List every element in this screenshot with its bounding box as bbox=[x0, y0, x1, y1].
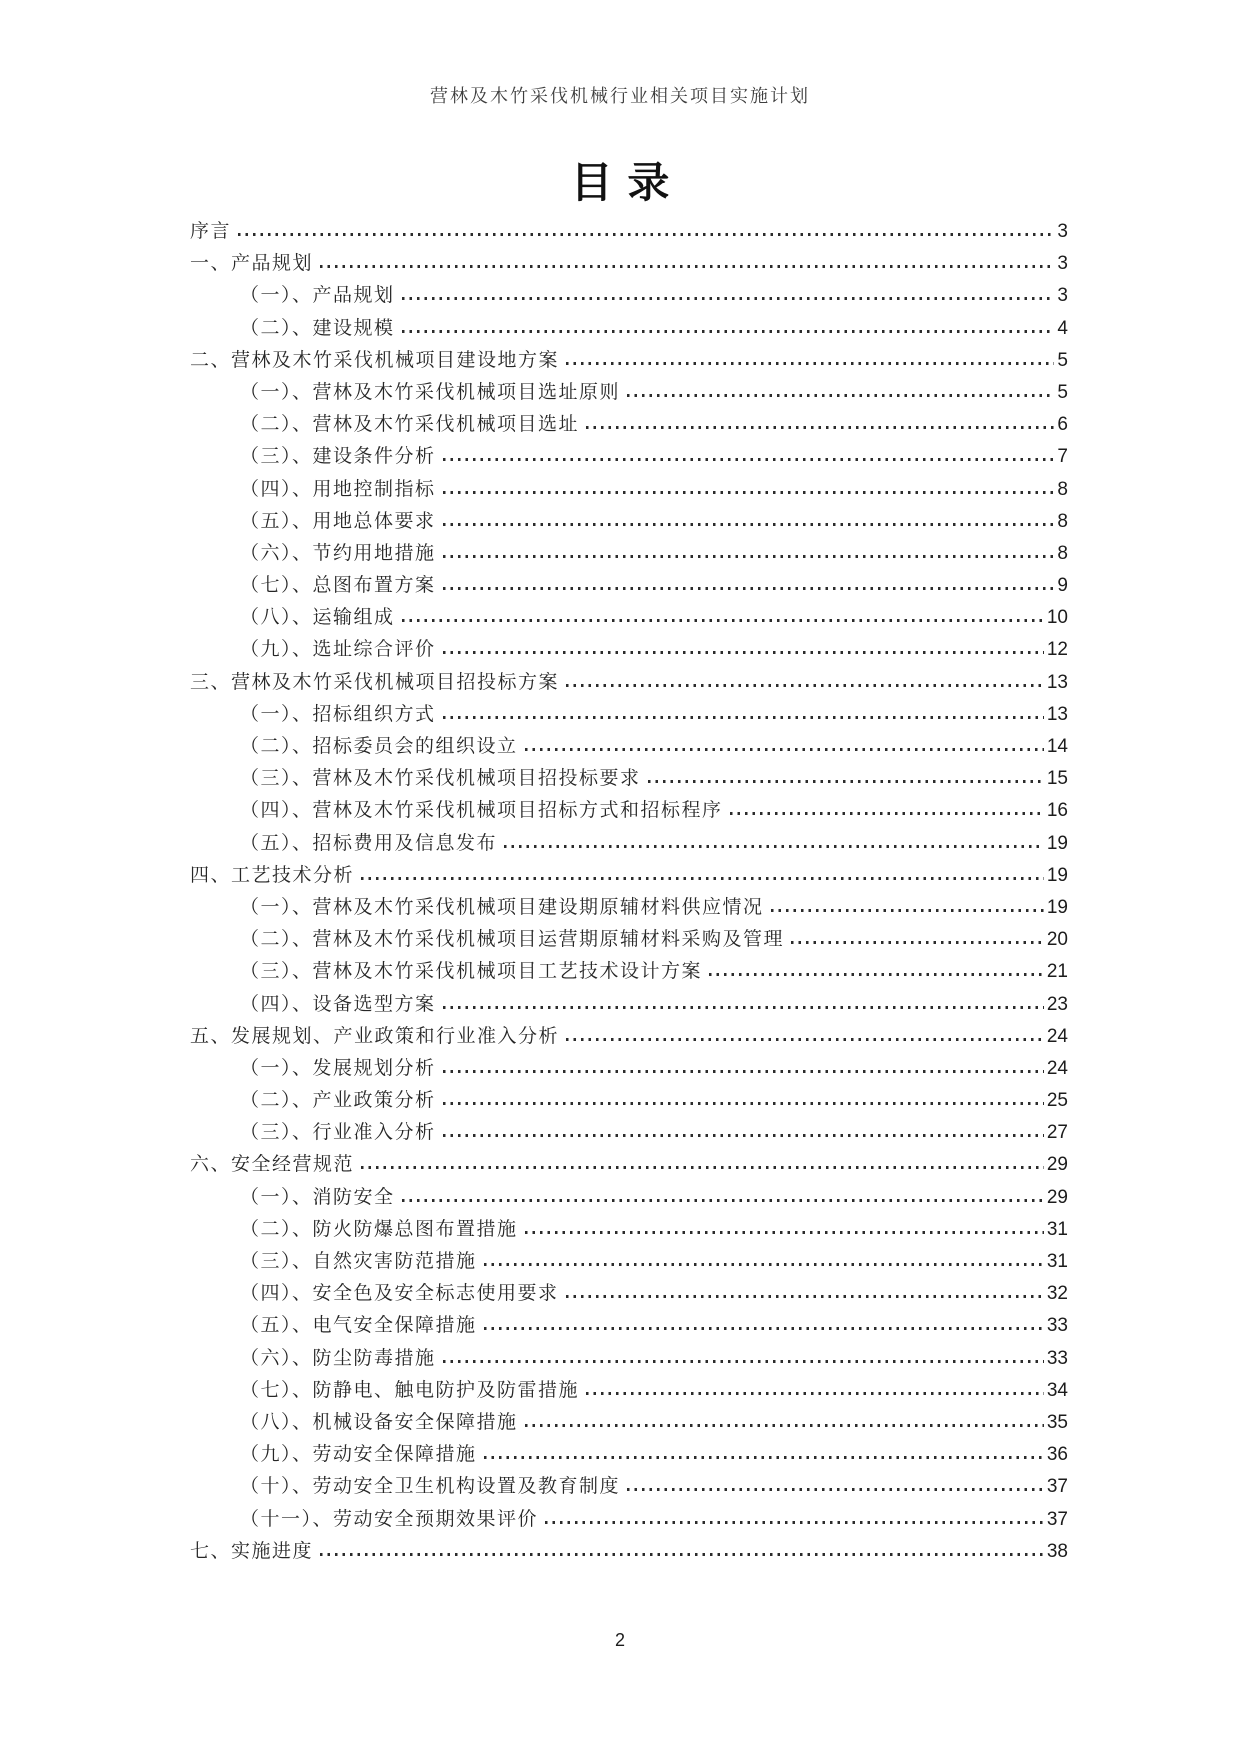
toc-dot-leader bbox=[484, 1456, 1044, 1459]
toc-entry-label: （二）、产业政策分析 bbox=[240, 1090, 436, 1112]
toc-dot-leader bbox=[525, 748, 1044, 751]
toc-entry-label: （八）、机械设备安全保障措施 bbox=[240, 1411, 518, 1433]
toc-entry-page-number: 4 bbox=[1057, 317, 1068, 339]
toc-entry-page-number: 29 bbox=[1046, 1186, 1068, 1208]
toc-entry[interactable] bbox=[190, 1375, 1068, 1407]
toc-dot-leader bbox=[320, 1553, 1044, 1556]
toc-dot-leader bbox=[771, 909, 1044, 912]
toc-dot-leader bbox=[443, 1134, 1044, 1137]
toc-entry[interactable] bbox=[190, 1246, 1068, 1278]
toc-dot-leader bbox=[443, 458, 1055, 461]
toc-dot-leader bbox=[504, 845, 1044, 848]
toc-entry[interactable] bbox=[190, 1310, 1068, 1342]
toc-entry[interactable] bbox=[190, 860, 1068, 892]
toc-entry[interactable] bbox=[190, 248, 1068, 280]
toc-entry-label: 序言 bbox=[190, 221, 232, 242]
toc-entry[interactable] bbox=[190, 538, 1068, 570]
toc-entry[interactable] bbox=[190, 1149, 1068, 1181]
toc-entry-page-number: 5 bbox=[1057, 349, 1068, 371]
toc-entry[interactable] bbox=[190, 1117, 1068, 1149]
toc-entry-page-number: 23 bbox=[1046, 993, 1068, 1015]
toc-dot-leader bbox=[648, 780, 1044, 783]
toc-entry[interactable] bbox=[190, 795, 1068, 827]
toc-entry[interactable] bbox=[190, 699, 1068, 731]
toc-entry-page-number: 38 bbox=[1046, 1540, 1068, 1562]
toc-dot-leader bbox=[238, 233, 1054, 236]
toc-entry-label: （十一）、劳动安全预期效果评价 bbox=[240, 1508, 539, 1530]
toc-dot-leader bbox=[627, 394, 1054, 397]
toc-entry[interactable] bbox=[190, 892, 1068, 924]
toc-entry-label: （一）、营林及木竹采伐机械项目建设期原辅材料供应情况 bbox=[240, 896, 764, 918]
toc-dot-leader bbox=[566, 684, 1044, 687]
toc-entry-page-number: 20 bbox=[1046, 929, 1068, 951]
toc-entry-label: （二）、营林及木竹采伐机械项目选址 bbox=[240, 414, 580, 436]
toc-entry[interactable] bbox=[190, 956, 1068, 988]
toc-dot-leader bbox=[484, 1263, 1044, 1266]
toc-entry-label: （一）、产品规划 bbox=[240, 285, 395, 307]
toc-entry[interactable] bbox=[190, 828, 1068, 860]
toc-entry[interactable] bbox=[190, 602, 1068, 634]
footer-page-number: 2 bbox=[614, 1630, 625, 1650]
toc-entry-label: （四）、营林及木竹采伐机械项目招标方式和招标程序 bbox=[240, 800, 723, 822]
toc-entry-label: （三）、建设条件分析 bbox=[240, 446, 436, 468]
toc-entry[interactable] bbox=[190, 1504, 1068, 1536]
toc-dot-leader bbox=[566, 1295, 1044, 1298]
toc-entry[interactable] bbox=[190, 731, 1068, 763]
toc-entry-label: （九）、劳动安全保障措施 bbox=[240, 1444, 477, 1466]
toc-entry-page-number: 15 bbox=[1046, 768, 1068, 790]
toc-entry-label: （二）、招标委员会的组织设立 bbox=[240, 736, 518, 757]
toc-entry[interactable] bbox=[190, 570, 1068, 602]
toc-entry[interactable] bbox=[190, 1407, 1068, 1439]
toc-entry-page-number: 3 bbox=[1057, 253, 1068, 275]
toc-entry[interactable] bbox=[190, 216, 1068, 248]
toc-entry-page-number: 14 bbox=[1046, 736, 1068, 757]
toc-entry-page-number: 31 bbox=[1046, 1251, 1068, 1272]
toc-entry[interactable] bbox=[190, 667, 1068, 699]
toc-entry-page-number: 24 bbox=[1046, 1057, 1068, 1079]
toc-entry-label: （一）、招标组织方式 bbox=[240, 703, 436, 725]
toc-page-title: 目录 bbox=[570, 161, 685, 207]
toc-entry-page-number: 7 bbox=[1057, 446, 1068, 468]
toc-dot-leader bbox=[627, 1488, 1044, 1491]
toc-entry-page-number: 36 bbox=[1046, 1444, 1068, 1466]
toc-entry[interactable] bbox=[190, 506, 1068, 538]
toc-entry[interactable] bbox=[190, 763, 1068, 795]
toc-entry-label: （一）、消防安全 bbox=[240, 1186, 395, 1208]
toc-entry-label: （三）、自然灾害防范措施 bbox=[240, 1251, 477, 1272]
toc-entry-label: 七、实施进度 bbox=[190, 1540, 314, 1562]
toc-entry[interactable] bbox=[190, 441, 1068, 473]
toc-dot-leader bbox=[402, 619, 1044, 622]
toc-entry[interactable] bbox=[190, 1085, 1068, 1117]
toc-entry-label: （三）、营林及木竹采伐机械项目工艺技术设计方案 bbox=[240, 961, 703, 983]
toc-entry-page-number: 16 bbox=[1046, 800, 1068, 822]
toc-entry[interactable] bbox=[190, 313, 1068, 345]
toc-entry-label: 六、安全经营规范 bbox=[190, 1154, 355, 1176]
toc-entry[interactable] bbox=[190, 345, 1068, 377]
toc-entry-page-number: 8 bbox=[1057, 542, 1068, 564]
toc-entry-page-number: 29 bbox=[1046, 1154, 1068, 1176]
toc-entry[interactable] bbox=[190, 280, 1068, 312]
toc-entry-label: 二、营林及木竹采伐机械项目建设地方案 bbox=[190, 349, 560, 371]
toc-entry[interactable] bbox=[190, 1343, 1068, 1375]
toc-dot-leader bbox=[525, 1424, 1044, 1427]
toc-dot-leader bbox=[443, 651, 1044, 654]
toc-dot-leader bbox=[525, 1231, 1044, 1234]
toc-dot-leader bbox=[361, 877, 1044, 880]
toc-entry-label: （一）、营林及木竹采伐机械项目选址原则 bbox=[240, 381, 621, 403]
toc-entry[interactable] bbox=[190, 1439, 1068, 1471]
toc-entry-label: （七）、总图布置方案 bbox=[240, 575, 436, 597]
toc-entry-page-number: 13 bbox=[1046, 671, 1068, 693]
toc-entry-page-number: 31 bbox=[1046, 1218, 1068, 1240]
toc-entry-page-number: 6 bbox=[1057, 414, 1068, 436]
toc-entry-page-number: 8 bbox=[1057, 478, 1068, 500]
toc-entry-label: （四）、用地控制指标 bbox=[240, 478, 436, 500]
toc-entry-label: 五、发展规划、产业政策和行业准入分析 bbox=[190, 1025, 560, 1047]
toc-list bbox=[190, 216, 1068, 1568]
toc-dot-leader bbox=[402, 297, 1055, 300]
toc-entry-label: （七）、防静电、触电防护及防雷措施 bbox=[240, 1379, 580, 1401]
toc-entry-page-number: 35 bbox=[1046, 1411, 1068, 1433]
toc-entry-page-number: 32 bbox=[1046, 1283, 1068, 1305]
toc-dot-leader bbox=[566, 1038, 1044, 1041]
toc-entry-label: 四、工艺技术分析 bbox=[190, 864, 355, 886]
toc-entry-page-number: 19 bbox=[1046, 832, 1068, 854]
toc-dot-leader bbox=[709, 973, 1044, 976]
toc-entry-label: （九）、选址综合评价 bbox=[240, 639, 436, 661]
toc-entry-page-number: 34 bbox=[1046, 1379, 1068, 1401]
toc-entry-page-number: 21 bbox=[1046, 961, 1068, 983]
toc-dot-leader bbox=[566, 362, 1054, 365]
toc-entry[interactable] bbox=[190, 409, 1068, 441]
toc-entry-page-number: 3 bbox=[1057, 285, 1068, 307]
toc-dot-leader bbox=[443, 716, 1044, 719]
toc-entry-page-number: 8 bbox=[1057, 510, 1068, 532]
toc-entry-label: （二）、营林及木竹采伐机械项目运营期原辅材料采购及管理 bbox=[240, 929, 785, 951]
toc-entry-page-number: 9 bbox=[1057, 575, 1068, 597]
document-header-title: 营林及木竹采伐机械行业相关项目实施计划 bbox=[430, 86, 810, 106]
toc-entry-page-number: 33 bbox=[1046, 1315, 1068, 1337]
toc-dot-leader bbox=[730, 812, 1044, 815]
toc-dot-leader bbox=[545, 1521, 1044, 1524]
toc-entry-page-number: 13 bbox=[1046, 703, 1068, 725]
toc-dot-leader bbox=[443, 587, 1055, 590]
toc-entry-label: （二）、建设规模 bbox=[240, 317, 395, 339]
toc-dot-leader bbox=[443, 1006, 1044, 1009]
toc-entry-page-number: 10 bbox=[1046, 607, 1068, 629]
toc-entry-label: （六）、防尘防毒措施 bbox=[240, 1347, 436, 1369]
toc-dot-leader bbox=[443, 555, 1055, 558]
toc-entry-label: 三、营林及木竹采伐机械项目招投标方案 bbox=[190, 671, 560, 693]
toc-entry-page-number: 37 bbox=[1046, 1476, 1068, 1498]
toc-entry[interactable] bbox=[190, 924, 1068, 956]
toc-entry-label: （二）、防火防爆总图布置措施 bbox=[240, 1218, 518, 1240]
toc-entry[interactable] bbox=[190, 1214, 1068, 1246]
toc-entry[interactable] bbox=[190, 989, 1068, 1021]
toc-dot-leader bbox=[443, 1360, 1044, 1363]
toc-entry-page-number: 24 bbox=[1046, 1025, 1068, 1047]
toc-dot-leader bbox=[361, 1166, 1044, 1169]
toc-entry[interactable] bbox=[190, 1021, 1068, 1053]
toc-entry[interactable] bbox=[190, 1278, 1068, 1310]
toc-entry-page-number: 33 bbox=[1046, 1347, 1068, 1369]
toc-entry-page-number: 12 bbox=[1046, 639, 1068, 661]
toc-entry-label: （十）、劳动安全卫生机构设置及教育制度 bbox=[240, 1476, 621, 1498]
toc-entry-label: （一）、发展规划分析 bbox=[240, 1057, 436, 1079]
toc-entry-label: （四）、安全色及安全标志使用要求 bbox=[240, 1283, 559, 1305]
toc-dot-leader bbox=[443, 523, 1055, 526]
toc-entry-page-number: 25 bbox=[1046, 1090, 1068, 1112]
toc-dot-leader bbox=[320, 265, 1054, 268]
toc-entry-label: （五）、电气安全保障措施 bbox=[240, 1315, 477, 1337]
toc-dot-leader bbox=[586, 1392, 1044, 1395]
toc-entry-page-number: 5 bbox=[1057, 381, 1068, 403]
toc-entry[interactable] bbox=[190, 474, 1068, 506]
toc-dot-leader bbox=[443, 1070, 1044, 1073]
toc-entry-label: （三）、营林及木竹采伐机械项目招投标要求 bbox=[240, 768, 641, 790]
toc-dot-leader bbox=[484, 1327, 1044, 1330]
toc-entry-label: （五）、用地总体要求 bbox=[240, 510, 436, 532]
toc-entry[interactable] bbox=[190, 634, 1068, 666]
toc-entry-page-number: 3 bbox=[1057, 221, 1068, 242]
toc-dot-leader bbox=[402, 1199, 1044, 1202]
toc-entry[interactable] bbox=[190, 1182, 1068, 1214]
toc-entry-label: （六）、节约用地措施 bbox=[240, 542, 436, 564]
toc-entry-label: （三）、行业准入分析 bbox=[240, 1122, 436, 1144]
toc-entry[interactable] bbox=[190, 377, 1068, 409]
toc-entry-page-number: 37 bbox=[1046, 1508, 1068, 1530]
toc-entry[interactable] bbox=[190, 1471, 1068, 1503]
toc-entry-label: （四）、设备选型方案 bbox=[240, 993, 436, 1015]
toc-entry[interactable] bbox=[190, 1536, 1068, 1568]
toc-dot-leader bbox=[443, 1102, 1044, 1105]
toc-dot-leader bbox=[443, 491, 1055, 494]
toc-entry-label: 一、产品规划 bbox=[190, 253, 314, 275]
toc-dot-leader bbox=[402, 330, 1055, 333]
toc-entry[interactable] bbox=[190, 1053, 1068, 1085]
toc-entry-page-number: 19 bbox=[1046, 864, 1068, 886]
toc-entry-page-number: 19 bbox=[1046, 896, 1068, 918]
toc-entry-page-number: 27 bbox=[1046, 1122, 1068, 1144]
toc-dot-leader bbox=[791, 941, 1044, 944]
toc-entry-label: （五）、招标费用及信息发布 bbox=[240, 832, 498, 854]
toc-entry-label: （八）、运输组成 bbox=[240, 607, 395, 629]
toc-dot-leader bbox=[586, 426, 1054, 429]
